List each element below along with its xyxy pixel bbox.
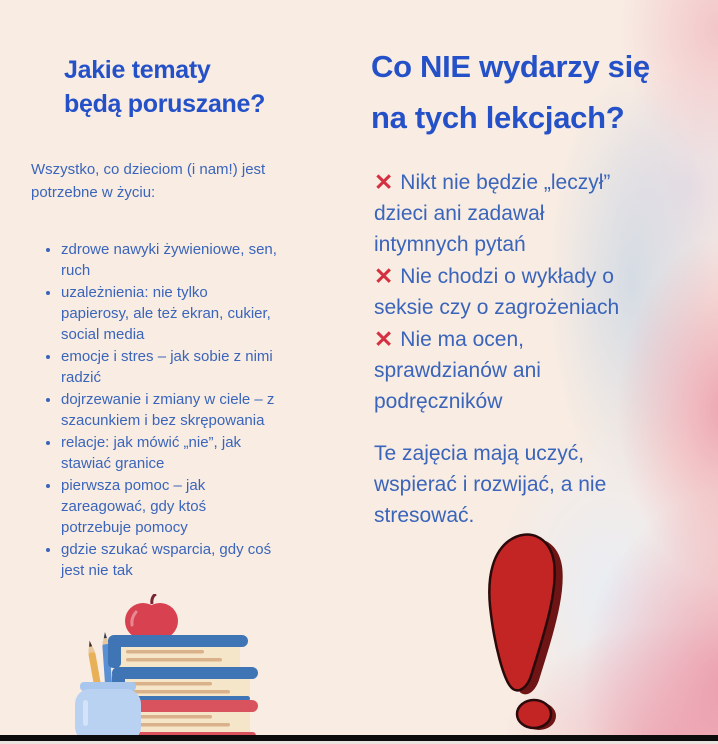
negation-line: Nikt nie będzie „leczył” — [400, 171, 611, 194]
list-item-line: • zdrowe nawyki żywieniowe, sen, — [61, 241, 277, 258]
intro-line: potrzebne w życiu: — [31, 184, 156, 201]
closing-line: Te zajęcia mają uczyć, — [374, 442, 585, 465]
exclamation-mark-illustration — [466, 528, 586, 738]
negation-line: podręczników — [374, 390, 503, 413]
list-item-line: • dojrzewanie i zmiany w ciele – z — [61, 391, 275, 408]
list-item — [61, 239, 381, 281]
x-mark-icon: ✕ — [374, 169, 394, 195]
left-heading — [64, 53, 265, 121]
list-item-line: szacunkiem i bez skrępowania — [61, 412, 265, 429]
negation-line: Nie chodzi o wykłady o — [400, 265, 614, 288]
list-item-line: potrzebuje pomocy — [61, 519, 188, 536]
list-item — [61, 475, 381, 538]
list-item-line: papierosy, ale też ekran, cukier, — [61, 305, 271, 322]
closing-text — [374, 438, 704, 531]
list-item — [61, 432, 381, 474]
negation-item — [374, 323, 704, 355]
list-item-line: • gdzie szukać wsparcia, gdy coś — [61, 541, 272, 558]
negation-line: sprawdzianów ani — [374, 359, 541, 382]
list-item-line: jest nie tak — [61, 562, 133, 579]
list-item-line: • pierwsza pomoc – jak — [61, 477, 206, 494]
right-heading-line: na tych lekcjach? — [371, 99, 625, 135]
list-item-line: • emocje i stres – jak sobie z nimi — [61, 348, 273, 365]
negation-line: intymnych pytań — [374, 233, 526, 256]
list-item-line: social media — [61, 326, 145, 343]
negation-line: Nie ma ocen, — [400, 328, 525, 351]
list-item-line: ruch — [61, 262, 91, 279]
negation-line: dzieci ani zadawał — [374, 202, 545, 225]
list-item — [61, 282, 381, 345]
list-item-line: • relacje: jak mówić „nie”, jak — [61, 434, 242, 451]
negation-item — [374, 260, 704, 292]
apple-icon — [125, 594, 178, 642]
x-mark-icon: ✕ — [374, 263, 394, 289]
exclamation-icon — [489, 535, 562, 730]
list-item-line: radzić — [61, 369, 102, 386]
list-item-line: stawiać granice — [61, 455, 165, 472]
negation-line: seksie czy o zagrożeniach — [374, 296, 620, 319]
closing-line: stresować. — [374, 504, 475, 527]
list-item-line: • uzależnienia: nie tylko — [61, 284, 208, 301]
list-item-line: zareagować, gdy ktoś — [61, 498, 207, 515]
left-heading-line: Jakie tematy — [64, 55, 211, 84]
topics-list — [25, 239, 381, 582]
left-heading-line: będą poruszane? — [64, 89, 266, 118]
list-item — [61, 346, 381, 388]
x-mark-icon: ✕ — [374, 326, 394, 352]
right-heading — [371, 41, 650, 143]
closing-line: wspierać i rozwijać, a nie — [374, 473, 607, 496]
books-apple-illustration — [66, 594, 270, 742]
right-heading-line: Co NIE wydarzy się — [371, 48, 650, 84]
list-item — [61, 389, 381, 431]
intro-text — [31, 158, 265, 204]
intro-line: Wszystko, co dzieciom (i nam!) jest — [31, 161, 266, 178]
book-top-icon — [108, 635, 248, 668]
pencil-jar-icon — [75, 682, 141, 742]
negation-item — [374, 166, 704, 198]
list-item — [61, 539, 381, 581]
negations-block — [374, 166, 704, 417]
